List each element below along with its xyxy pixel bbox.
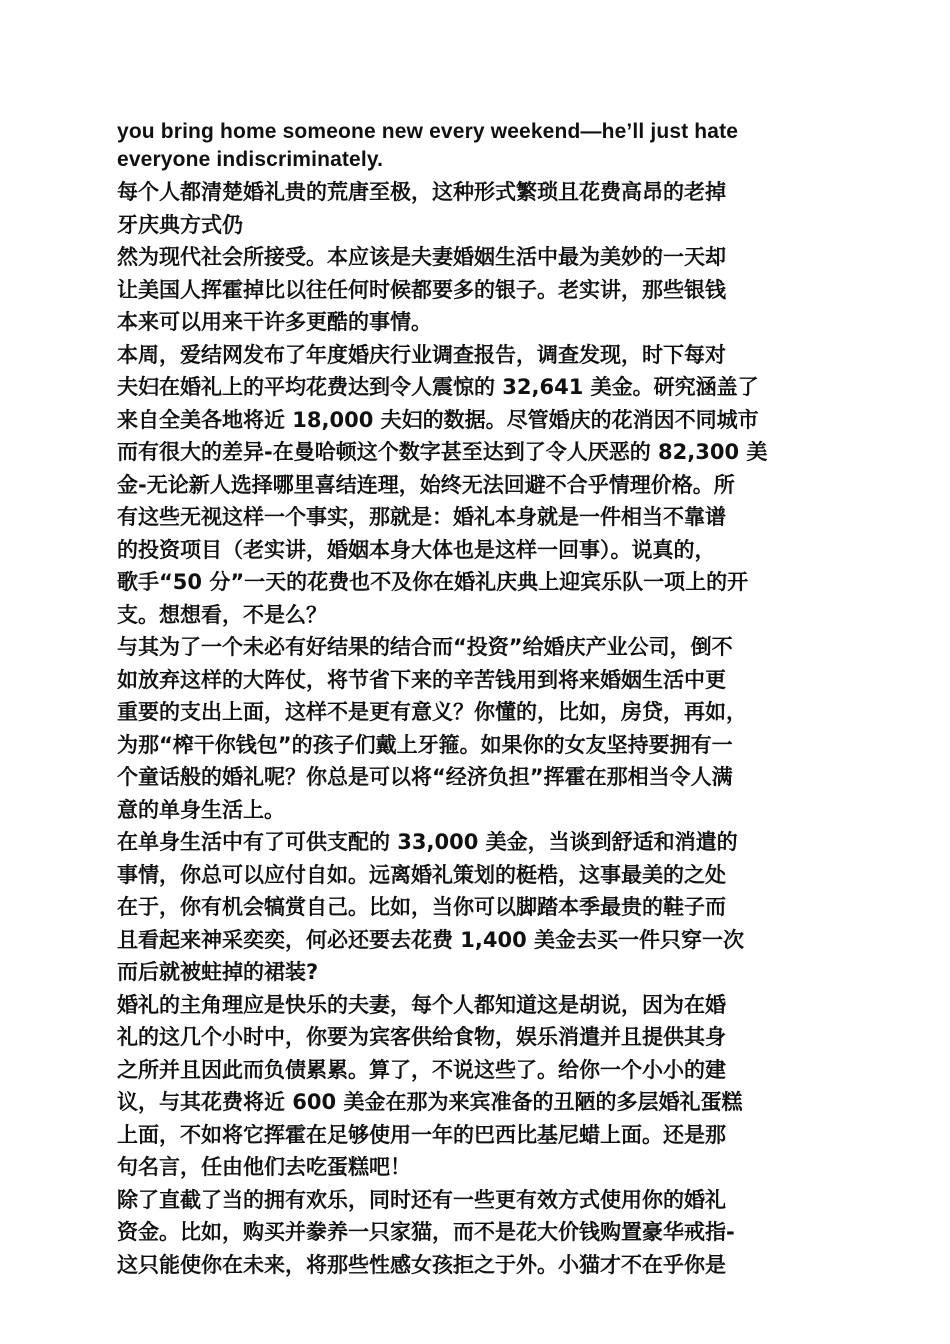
english-text-line-1: you bring home someone new every weekend—he’ll just hate xyxy=(117,120,739,143)
text-line: 上面，不如将它挥霍在足够使用一年的巴西比基尼蜡上面。还是那 xyxy=(117,1122,726,1147)
text-line: 本周，爱结网发布了年度婚庆行业调查报告，调查发现，时下每对 xyxy=(117,342,726,367)
text-line: 句名言，任由他们去吃蛋糕吧！ xyxy=(117,1155,411,1179)
text-line: 意的单身生活上。 xyxy=(117,797,285,822)
chinese-text-block xyxy=(117,176,842,1281)
text-line: 如放弃这样的大阵仗，将节省下来的辛苦钱用到将来婚姻生活中更 xyxy=(117,667,726,692)
text-line: 重要的支出上面，这样不是更有意义？你懂的，比如，房贷，再如， xyxy=(117,700,747,724)
text-line: 这只能使你在未来，将那些性感女孩拒之于外。小猫才不在乎你是 xyxy=(117,1252,726,1277)
text-line: 婚礼的主角理应是快乐的夫妻，每个人都知道这是胡说，因为在婚 xyxy=(117,992,726,1017)
text-line: 让美国人挥霍掉比以往任何时候都要多的银子。老实讲，那些银钱 xyxy=(117,277,726,302)
document-body xyxy=(117,118,842,1281)
text-line: 夫妇在婚礼上的平均花费达到令人震惊的 32,641 美金。研究涵盖了 xyxy=(117,375,759,399)
text-line: 议，与其花费将近 600 美金在那为来宾准备的丑陋的多层婚礼蛋糕 xyxy=(117,1090,743,1114)
text-line: 金-无论新人选择哪里喜结连理，始终无法回避不合乎情理价格。所 xyxy=(117,472,735,497)
text-line: 资金。比如，购买并豢养一只家猫，而不是花大价钱购置豪华戒指- xyxy=(117,1220,735,1244)
text-line: 而后就被蛀掉的裙装? xyxy=(117,960,319,984)
english-text-line-2: everyone indiscriminately. xyxy=(117,148,384,171)
text-line: 每个人都清楚婚礼贵的荒唐至极，这种形式繁琐且花费高昂的老掉 xyxy=(117,180,726,204)
text-line: 除了直截了当的拥有欢乐，同时还有一些更有效方式使用你的婚礼 xyxy=(117,1187,726,1212)
text-line: 在于，你有机会犒赏自己。比如，当你可以脚踏本季最贵的鞋子而 xyxy=(117,895,726,919)
text-line: 个童话般的婚礼呢？你总是可以将“经济负担”挥霍在那相当令人满 xyxy=(117,765,733,789)
text-line: 支。想想看，不是么？ xyxy=(117,602,327,627)
text-line: 且看起来神采奕奕，何必还要去花费 1,400 美金去买一件只穿一次 xyxy=(117,927,745,952)
text-line: 然为现代社会所接受。本应该是夫妻婚姻生活中最为美妙的一天却 xyxy=(117,245,726,269)
text-line: 事情，你总可以应付自如。远离婚礼策划的梃梏，这事最美的之处 xyxy=(117,862,726,887)
text-line: 之所并且因此而负债累累。算了，不说这些了。给你一个小小的建 xyxy=(117,1057,726,1082)
text-line: 而有很大的差异-在曼哈顿这个数字甚至达到了令人厌恶的 82,300 美 xyxy=(117,440,768,464)
text-line: 有这些无视这样一个事实，那就是：婚礼本身就是一件相当不靠谱 xyxy=(117,505,726,529)
text-line: 的投资项目（老实讲，婚姻本身大体也是这样一回事）。说真的， xyxy=(117,537,716,562)
text-line: 歌手“50 分”一天的花费也不及你在婚礼庆典上迎宾乐队一项上的开 xyxy=(117,570,749,594)
text-line: 与其为了一个未必有好结果的结合而“投资”给婚庆产业公司，倒不 xyxy=(117,635,733,659)
text-line: 本来可以用来干许多更酷的事情。 xyxy=(117,310,432,334)
text-line: 礼的这几个小时中，你要为宾客供给食物，娱乐消遣并且提供其身 xyxy=(117,1025,726,1049)
text-line: 在单身生活中有了可供支配的 33,000 美金，当谈到舒适和消遣的 xyxy=(117,830,738,854)
text-line: 为那“榨干你钱包”的孩子们戴上牙箍。如果你的女友坚持要拥有一 xyxy=(117,732,733,757)
text-line: 牙庆典方式仍 xyxy=(117,212,243,237)
text-line: 来自全美各地将近 18,000 夫妇的数据。尽管婚庆的花消因不同城市 xyxy=(117,407,759,432)
